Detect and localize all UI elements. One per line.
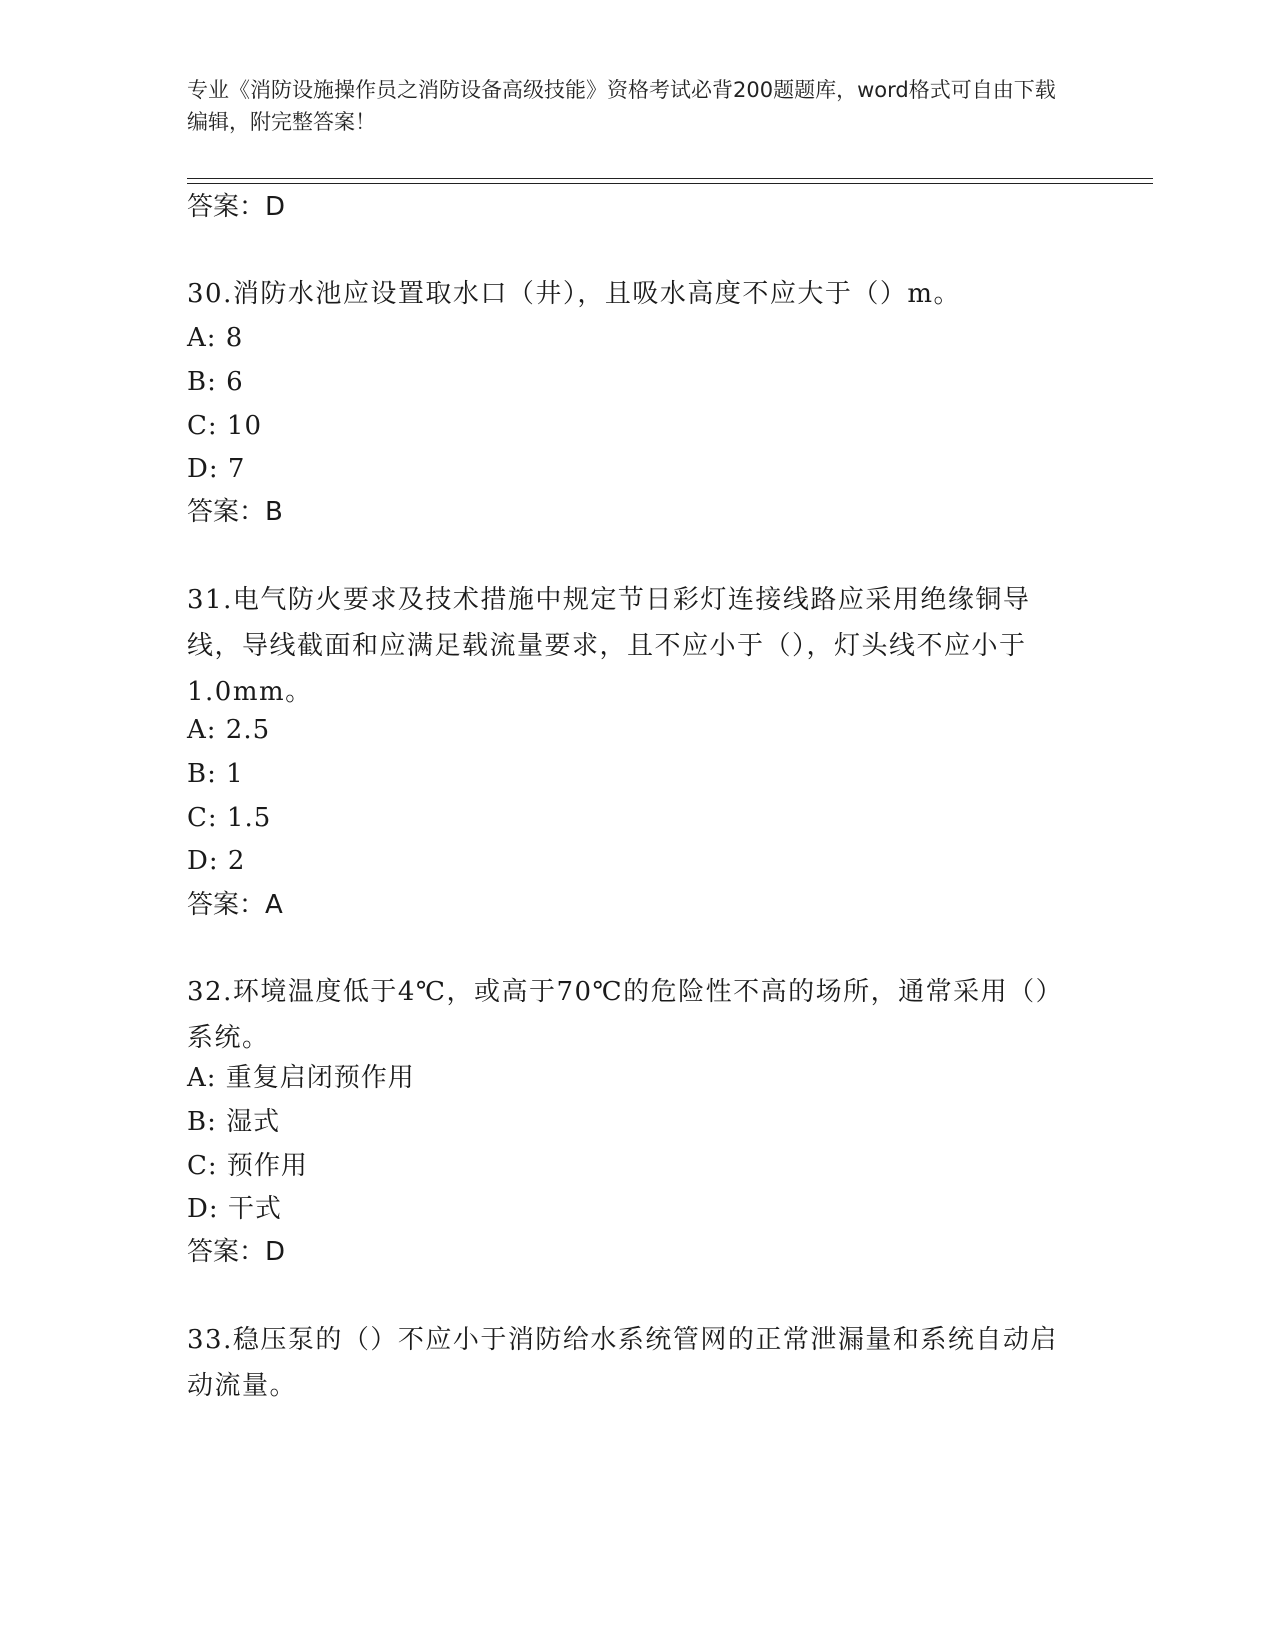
question-30-option-d: D: 7 [187, 454, 246, 484]
question-30-option-c: C: 10 [187, 411, 263, 441]
question-30-option-a: A: 8 [187, 323, 244, 353]
header-divider-top [187, 178, 1153, 179]
question-33-stem: 33.稳压泵的（）不应小于消防给水系统管网的正常泄漏量和系统自动启动流量。 [187, 1325, 1058, 1401]
question-30-answer: 答案：B [187, 497, 283, 527]
header-text: 专业《消防设施操作员之消防设备高级技能》资格考试必背200题题库，word格式可自由下载编辑，附完整答案！ [187, 78, 1056, 134]
question-31-option-a: A: 2.5 [187, 715, 271, 745]
document-header [187, 74, 1067, 138]
question-31-stem: 31.电气防火要求及技术措施中规定节日彩灯连接线路应采用绝缘铜导线，导线截面和应满足载流量要求，且不应小于（），灯头线不应小于1.0mm。 [187, 585, 1031, 707]
previous-answer: 答案：D [187, 192, 286, 222]
header-divider-bottom [187, 183, 1153, 184]
question-31-option-d: D: 2 [187, 846, 246, 876]
question-30-stem: 30.消防水池应设置取水口（井），且吸水高度不应大于（）m。 [187, 279, 962, 309]
question-32-stem: 32.环境温度低于4℃，或高于70℃的危险性不高的场所，通常采用（）系统。 [187, 977, 1064, 1053]
question-32-option-a: A: 重复启闭预作用 [187, 1063, 415, 1093]
question-31-answer: 答案：A [187, 890, 283, 920]
question-31-option-b: B: 1 [187, 759, 244, 789]
question-32-answer: 答案：D [187, 1237, 286, 1267]
question-32-option-b: B: 湿式 [187, 1107, 281, 1137]
question-31-option-c: C: 1.5 [187, 803, 272, 833]
question-30-option-b: B: 6 [187, 367, 244, 397]
question-32-option-c: C: 预作用 [187, 1151, 308, 1181]
question-32-option-d: D: 干式 [187, 1194, 282, 1224]
